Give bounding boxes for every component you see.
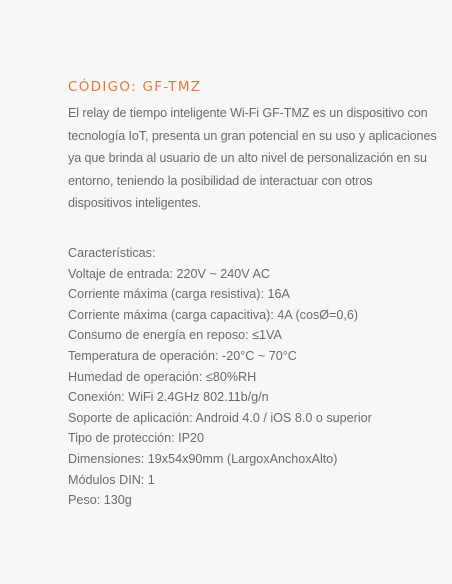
features-heading: Características: xyxy=(68,245,156,260)
spec-item-weight: Peso: 130g xyxy=(68,493,132,508)
spec-item-operating-humidity: Humedad de operación: ≤80%RH xyxy=(68,369,257,384)
spec-item-dimensions: Dimensiones: 19x54x90mm (LargoxAnchoxAlto) xyxy=(68,451,338,466)
spec-item-app-support: Soporte de aplicación: Android 4.0 / iOS 8.0 o superior xyxy=(68,410,372,425)
spec-item-max-current-resistive: Corriente máxima (carga resistiva): 16A xyxy=(68,287,290,302)
product-description-panel xyxy=(68,76,438,511)
product-code-title: CÓDIGO: GF-TMZ xyxy=(68,79,202,95)
spec-item-max-current-capacitive: Corriente máxima (carga capacitiva): 4A (cosØ=0,6) xyxy=(68,307,359,322)
spec-item-standby-consumption: Consumo de energía en reposo: ≤1VA xyxy=(68,328,282,343)
product-description: El relay de tiempo inteligente Wi-Fi GF-TMZ es un dispositivo con tecnología IoT, presenta un gran potencial en su uso y aplicaciones ya que brinda al usuario de un alto nivel de personalización en su entorno, teniendo la posibilidad de interactuar con otros dispositivos inteligentes. xyxy=(68,106,437,211)
spec-item-connection: Conexión: WiFi 2.4GHz 802.11b/g/n xyxy=(68,390,269,405)
spec-list xyxy=(68,264,438,511)
spec-item-din-modules: Módulos DIN: 1 xyxy=(68,472,155,487)
spec-item-operating-temperature: Temperatura de operación: -20°C ~ 70°C xyxy=(68,348,297,363)
spec-item-input-voltage: Voltaje de entrada: 220V ~ 240V AC xyxy=(68,266,271,281)
spec-item-protection-type: Tipo de protección: IP20 xyxy=(68,431,205,446)
